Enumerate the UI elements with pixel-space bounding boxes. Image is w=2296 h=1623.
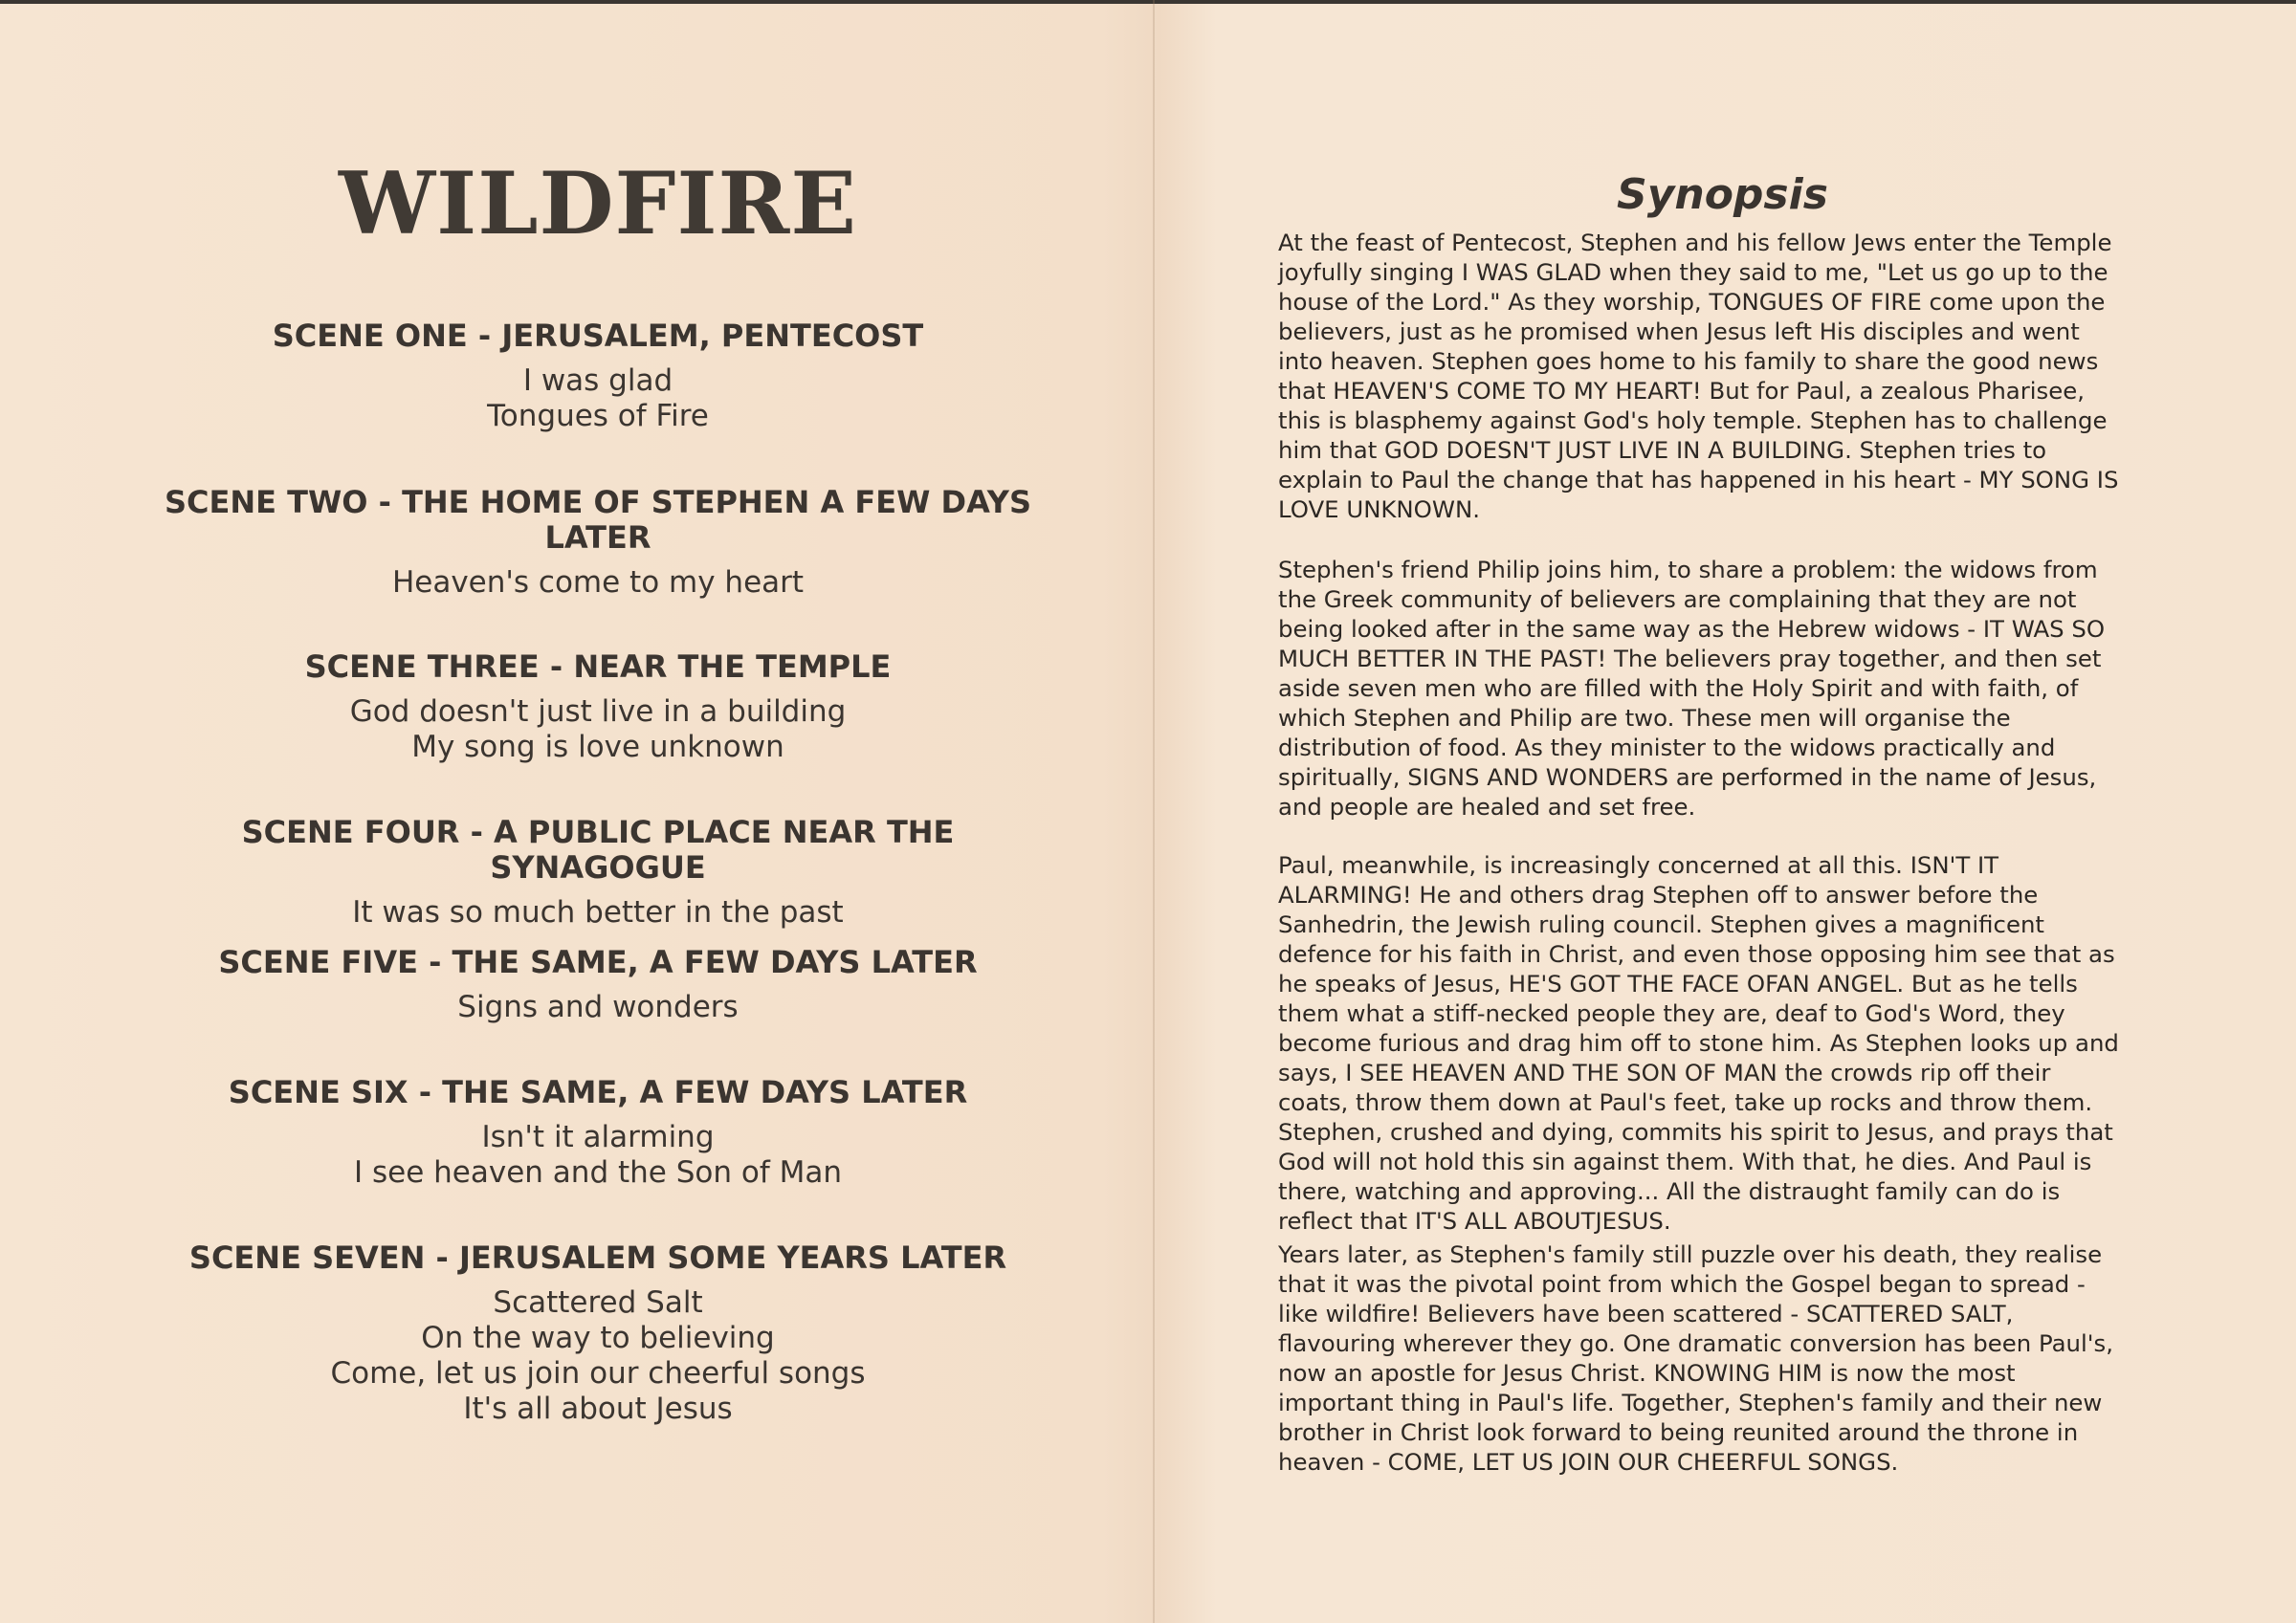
scene-heading: SCENE FIVE - THE SAME, A FEW DAYS LATER (218, 944, 978, 980)
scene-one (144, 318, 1052, 434)
song-title: God doesn't just live in a building (349, 694, 847, 729)
scene-two (144, 485, 1052, 601)
scene-four (144, 815, 1052, 931)
synopsis-paragraph: Stephen's friend Philip joins him, to share a problem: the widows from the Greek community of believers are complaining that they are not being looked after in the same way as the Hebrew widows - IT WAS SO MUCH BETTER IN THE PAST! The believers pray together, and then set aside seven men who are filled with the Holy Spirit and with faith, of which Stephen and Philip are two. These men will organise the distribution of food. As they minister to the widows practically and spiritually, SIGNS AND WONDERS are performed in the name of Jesus, and people are healed and set free. (1278, 556, 2106, 821)
scene-three (144, 649, 1052, 765)
synopsis-paragraph: At the feast of Pentecost, Stephen and his fellow Jews enter the Temple joyfully singing I WAS GLAD when they said to me, "Let us go up to the house of the Lord." As they worship, TONGUES OF FIRE come upon the believers, just as he promised when Jesus left His disciples and went into heaven. Stephen goes home to his family to share the good news that HEAVEN'S COME TO MY HEART! But for Paul, a zealous Pharisee, this is blasphemy against God's holy temple. Stephen has to challenge him that GOD DOESN'T JUST LIVE IN A BUILDING. Stephen tries to explain to Paul the change that has happened in his heart - MY SONG IS LOVE UNKNOWN. (1278, 229, 2119, 523)
song-title: Signs and wonders (457, 990, 739, 1024)
scene-seven (144, 1240, 1052, 1427)
song-title: I see heaven and the Son of Man (354, 1155, 842, 1190)
scene-heading: SCENE THREE - NEAR THE TEMPLE (304, 648, 892, 685)
song-title: It was so much better in the past (352, 895, 844, 930)
scene-heading: SCENE SEVEN - JERUSALEM SOME YEARS LATER (188, 1239, 1007, 1276)
scene-heading: SCENE ONE - JERUSALEM, PENTECOST (272, 318, 924, 354)
scene-heading: SCENE SIX - THE SAME, A FEW DAYS LATER (228, 1074, 968, 1110)
song-title: On the way to believing (421, 1321, 775, 1355)
scene-heading: SCENE TWO - THE HOME OF STEPHEN A FEW DAYS LATER (165, 484, 1031, 556)
song-title: Scattered Salt (493, 1285, 703, 1320)
synopsis-paragraph: Paul, meanwhile, is increasingly concerned at all this. ISN'T IT ALARMING! He and others drag Stephen off to answer before the Sanhedrin, the Jewish ruling council. Stephen gives a magnificent defence for his faith in Christ, and even those opposing him see that as he speaks of Jesus, HE'S GOT THE FACE OFAN ANGEL. But as he tells them what a stiff-necked people they are, deaf to God's Word, they become furious and drag him off to stone him. As Stephen looks up and says, I SEE HEAVEN AND THE SON OF MAN the crowds rip off their coats, throw them down at Paul's feet, take up rocks and throw them. Stephen, crushed and dying, commits his spirit to Jesus, and prays that God will not hold this sin against them. With that, he dies. And Paul is there, watching and approving... All the distraught family can do is reflect that IT'S ALL ABOUTJESUS. (1278, 851, 2119, 1235)
song-title: Come, let us join our cheerful songs (330, 1356, 866, 1391)
synopsis-title: Synopsis (1617, 170, 1828, 219)
scene-heading: SCENE FOUR - A PUBLIC PLACE NEAR THE SYNAGOGUE (241, 814, 955, 886)
program-title: WILDFIRE (339, 153, 857, 254)
song-title: Tongues of Fire (487, 399, 709, 433)
song-title: It's all about Jesus (463, 1392, 733, 1426)
song-title: Heaven's come to my heart (391, 565, 805, 600)
scene-six (144, 1075, 1052, 1191)
song-title: Isn't it alarming (481, 1120, 715, 1154)
song-title: My song is love unknown (411, 730, 784, 764)
synopsis-paragraph: Years later, as Stephen's family still puzzle over his death, they realise that it was the pivotal point from which the Gospel began to spread - like wildfire! Believers have been scattered - SCATTERED SALT, flavouring wherever they go. One dramatic conversion has been Paul's, now an apostle for Jesus Christ. KNOWING HIM is now the most important thing in Paul's life. Together, Stephen's family and their new brother in Christ look forward to being reunited around the throne in heaven - COME, LET US JOIN OUR CHEERFUL SONGS. (1278, 1240, 2113, 1476)
scene-five (144, 945, 1052, 1025)
song-title: I was glad (522, 363, 673, 398)
